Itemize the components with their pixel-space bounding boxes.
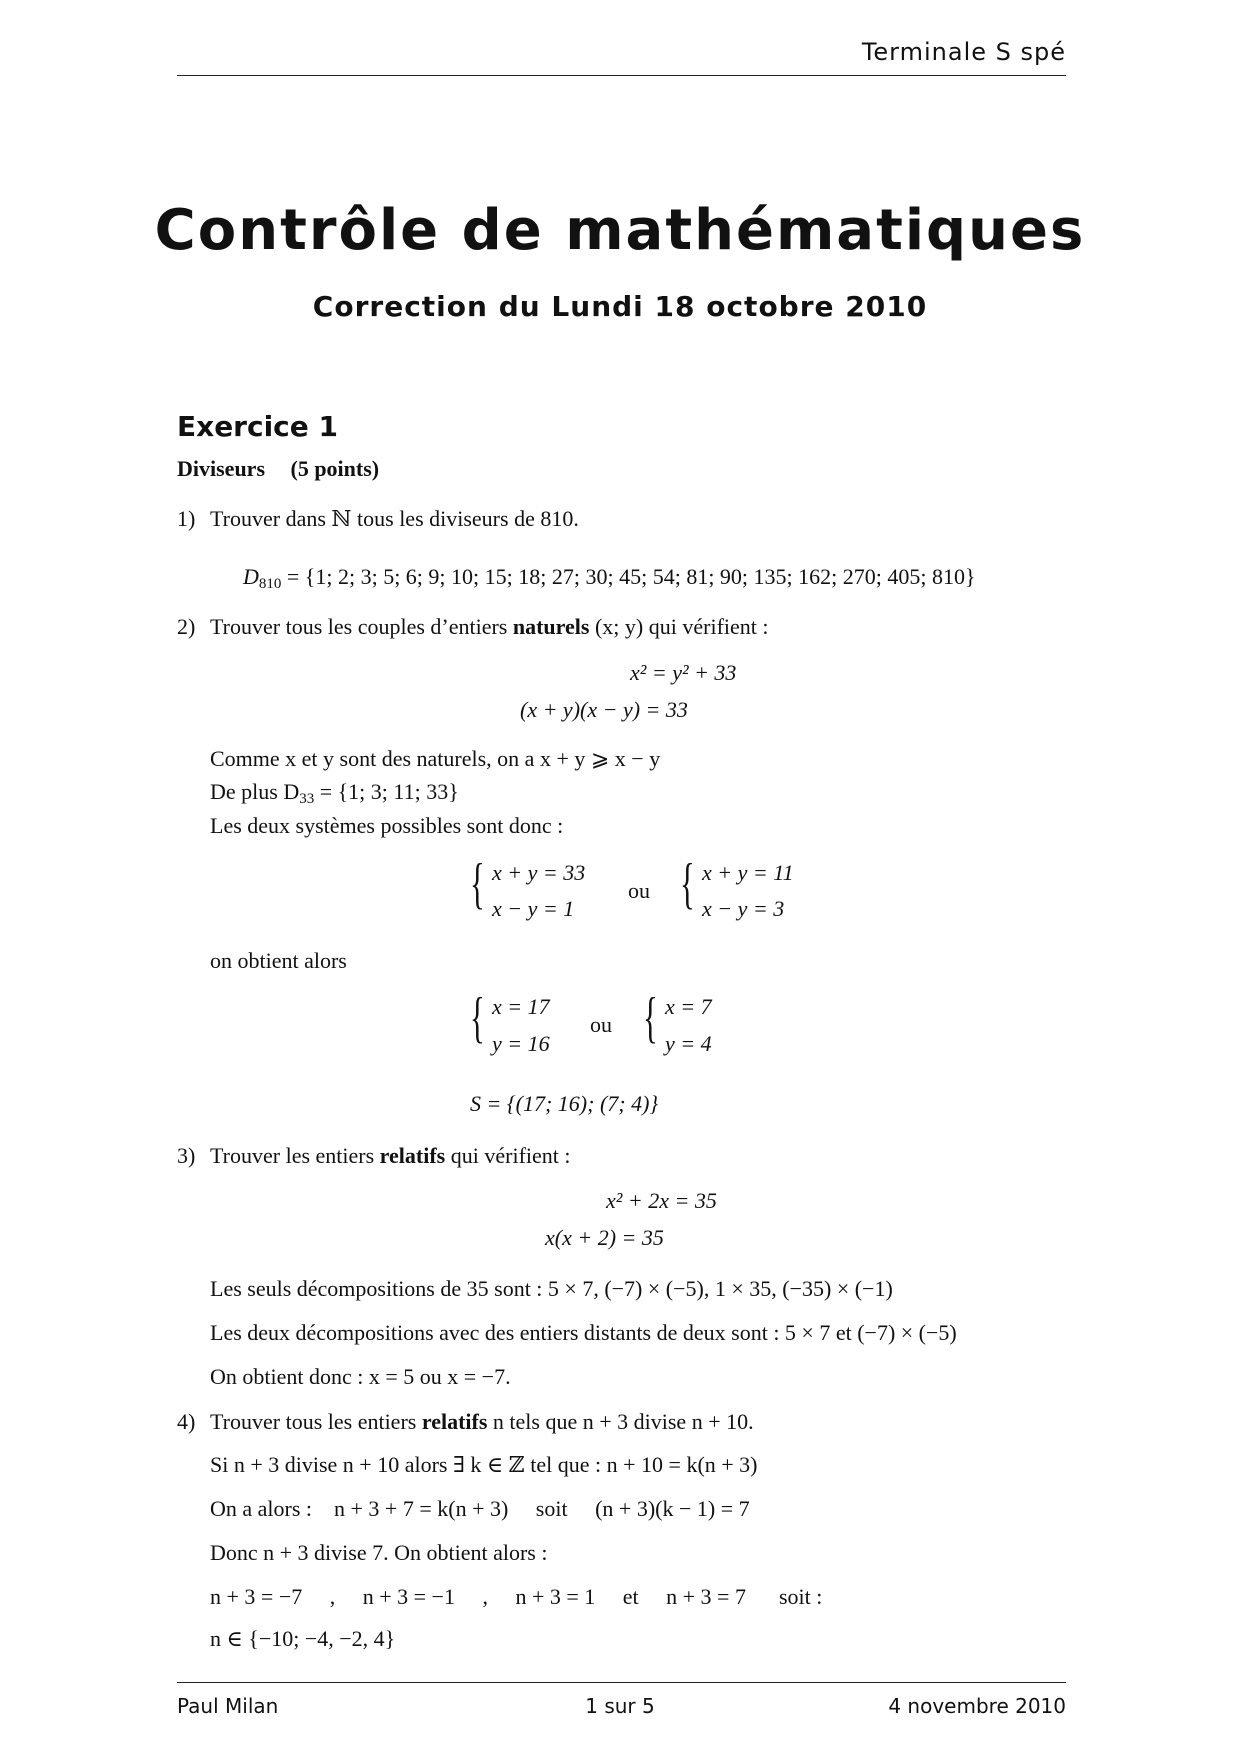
page-title: Contrôle de mathématiques (154, 198, 1086, 263)
q2-line3: Les deux systèmes possibles sont donc : (210, 813, 564, 838)
q2-sys1-a: x + y = 33 (492, 860, 586, 885)
footer-author: Paul Milan (177, 1694, 279, 1718)
q2-line2 (210, 779, 459, 805)
footer-page: 1 sur 5 (585, 1694, 655, 1718)
brace-left: { (470, 853, 485, 915)
exercise-heading: Exercice 1 (177, 410, 338, 443)
page-subtitle: Correction du Lundi 18 octobre 2010 (312, 290, 928, 323)
q4-number: 4) (177, 1409, 196, 1434)
q2-text-c: (x; y) qui vérifient : (594, 614, 769, 639)
q4-line4: n + 3 = −7 , n + 3 = −1 , n + 3 = 1 et n + 3 = 7 soit : (210, 1584, 823, 1609)
q3-eq1: x² + 2x = 35 (606, 1188, 717, 1213)
q4-text (210, 1409, 754, 1435)
q2-solution: S = {(17; 16); (7; 4)} (470, 1091, 659, 1116)
q2-line2-sub: 33 (299, 791, 315, 807)
exercise-points: (5 points) (290, 456, 380, 481)
q4-text-a: Trouver tous les entiers (210, 1409, 417, 1434)
q2-sys1-b: x − y = 1 (492, 896, 575, 921)
q3-line2: Les deux décompositions avec des entiers distants de deux sont : 5 × 7 et (−7) × (−5) (210, 1320, 957, 1345)
q2-sys2-a: x + y = 11 (702, 860, 794, 885)
footer-rule (177, 1682, 1066, 1683)
header-subject: Terminale S spé (861, 38, 1066, 66)
q4-text-bold: relatifs (421, 1409, 488, 1434)
q1-d-label: D (243, 564, 259, 589)
q3-number: 3) (177, 1143, 196, 1168)
q3-text (210, 1143, 571, 1169)
q2-ou-2: ou (590, 1012, 612, 1037)
q3-line1: Les seuls décompositions de 35 sont : 5 × 7, (−7) × (−5), 1 × 35, (−35) × (−1) (210, 1276, 893, 1301)
q4-line1: Si n + 3 divise n + 10 alors ∃ k ∈ ℤ tel que : n + 10 = k(n + 3) (210, 1452, 758, 1477)
q3-text-c: qui vérifient : (450, 1143, 571, 1168)
q2-line1: Comme x et y sont des naturels, on a x + y ⩾ x − y (210, 746, 661, 771)
q2-sys4-a: x = 7 (665, 994, 712, 1019)
q2-sys4-b: y = 4 (665, 1031, 712, 1056)
q2-line4: on obtient alors (210, 948, 347, 973)
q4-line2: On a alors : n + 3 + 7 = k(n + 3) soit (n + 3)(k − 1) = 7 (210, 1496, 750, 1521)
q1-d-sub: 810 (258, 576, 282, 592)
q4-line5: n ∈ {−10; −4, −2, 4} (210, 1626, 396, 1651)
q3-line3: On obtient donc : x = 5 ou x = −7. (210, 1364, 511, 1389)
q2-ou-1: ou (628, 878, 650, 903)
brace-left: { (680, 853, 695, 915)
q2-text-bold: naturels (512, 614, 590, 639)
q2-eq2: (x + y)(x − y) = 33 (520, 697, 688, 722)
header-rule (177, 75, 1066, 76)
q1-d-value: = {1; 2; 3; 5; 6; 9; 10; 15; 18; 27; 30; 45; 54; 81; 90; 135; 162; 270; 405; 810} (286, 564, 976, 589)
q2-eq1: x² = y² + 33 (630, 660, 737, 685)
q1-divisors (243, 564, 976, 590)
q2-line2-b: = {1; 3; 11; 33} (314, 779, 459, 804)
q3-eq2: x(x + 2) = 35 (545, 1225, 664, 1250)
q2-sys3-b: y = 16 (492, 1031, 550, 1056)
q2-text-a: Trouver tous les couples d’entiers (210, 614, 508, 639)
q2-text (210, 614, 769, 640)
q2-sys2-b: x − y = 3 (702, 896, 785, 921)
exercise-topic-name: Diviseurs (177, 456, 265, 481)
footer-date: 4 novembre 2010 (888, 1694, 1066, 1718)
q1-number: 1) (177, 506, 196, 531)
q2-sys3-a: x = 17 (492, 994, 550, 1019)
q3-text-bold: relatifs (379, 1143, 446, 1168)
exercise-topic (177, 456, 379, 482)
brace-left: { (470, 987, 485, 1049)
q2-number: 2) (177, 614, 196, 639)
q2-line2-a: De plus D (210, 779, 300, 804)
brace-left: { (643, 987, 658, 1049)
q3-text-a: Trouver les entiers (210, 1143, 375, 1168)
q1-text: Trouver dans ℕ tous les diviseurs de 810. (210, 506, 579, 531)
q4-line3: Donc n + 3 divise 7. On obtient alors : (210, 1540, 548, 1565)
q4-text-c: n tels que n + 3 divise n + 10. (492, 1409, 754, 1434)
